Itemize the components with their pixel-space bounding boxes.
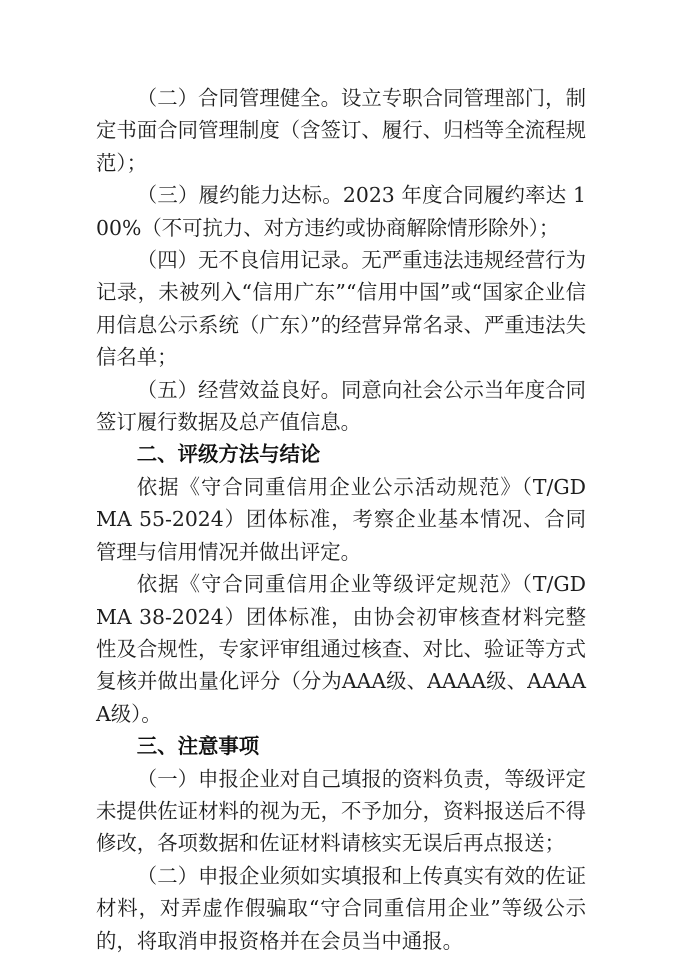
paragraph-criterion-2: （二）合同管理健全。设立专职合同管理部门，制定书面合同管理制度（含签订、履行、归档等全流程规范）； [96, 86, 586, 175]
paragraph-criterion-3: （三）履约能力达标。2023 年度合同履约率达 100%（不可抗力、对方违约或协商解除情形除外）； [96, 183, 586, 240]
paragraph-note-1: （一）申报企业对自己填报的资料负责，等级评定未提供佐证材料的视为无，不予加分，资料报送后不得修改，各项数据和佐证材料请核实无误后再点报送； [96, 766, 586, 856]
paragraph-criterion-4: （四）无不良信用记录。无严重违法违规经营行为记录，未被列入“信用广东”“信用中国”或“国家企业信用信息公示系统（广东）”的经营异常名录、严重违法失信名单； [96, 248, 586, 370]
section-heading-notes: 三、注意事项 [136, 734, 260, 759]
paragraph-criterion-5: （五）经营效益良好。同意向社会公示当年度合同签订履行数据及总产值信息。 [96, 377, 586, 435]
section-heading-rating-method: 二、评级方法与结论 [136, 442, 321, 467]
paragraph-rating-basis-2: 依据《守合同重信用企业等级评定规范》（T/GDMA 38-2024）团体标准，由协会初审核查材料完整性及合规性，专家评审组通过核查、对比、验证等方式复核并做出量化评分（分为AAA级、AAAA级、AAAAA级）。 [96, 572, 586, 726]
document-text-block [96, 82, 586, 957]
paragraph-rating-basis-1: 依据《守合同重信用企业公示活动规范》（T/GDMA 55-2024）团体标准，考察企业基本情况、合同管理与信用情况并做出评定。 [96, 474, 586, 564]
paragraph-note-2: （二）申报企业须如实填报和上传真实有效的佐证材料，对弄虚作假骗取“守合同重信用企业”等级公示的，将取消申报资格并在会员当中通报。 [96, 863, 586, 953]
